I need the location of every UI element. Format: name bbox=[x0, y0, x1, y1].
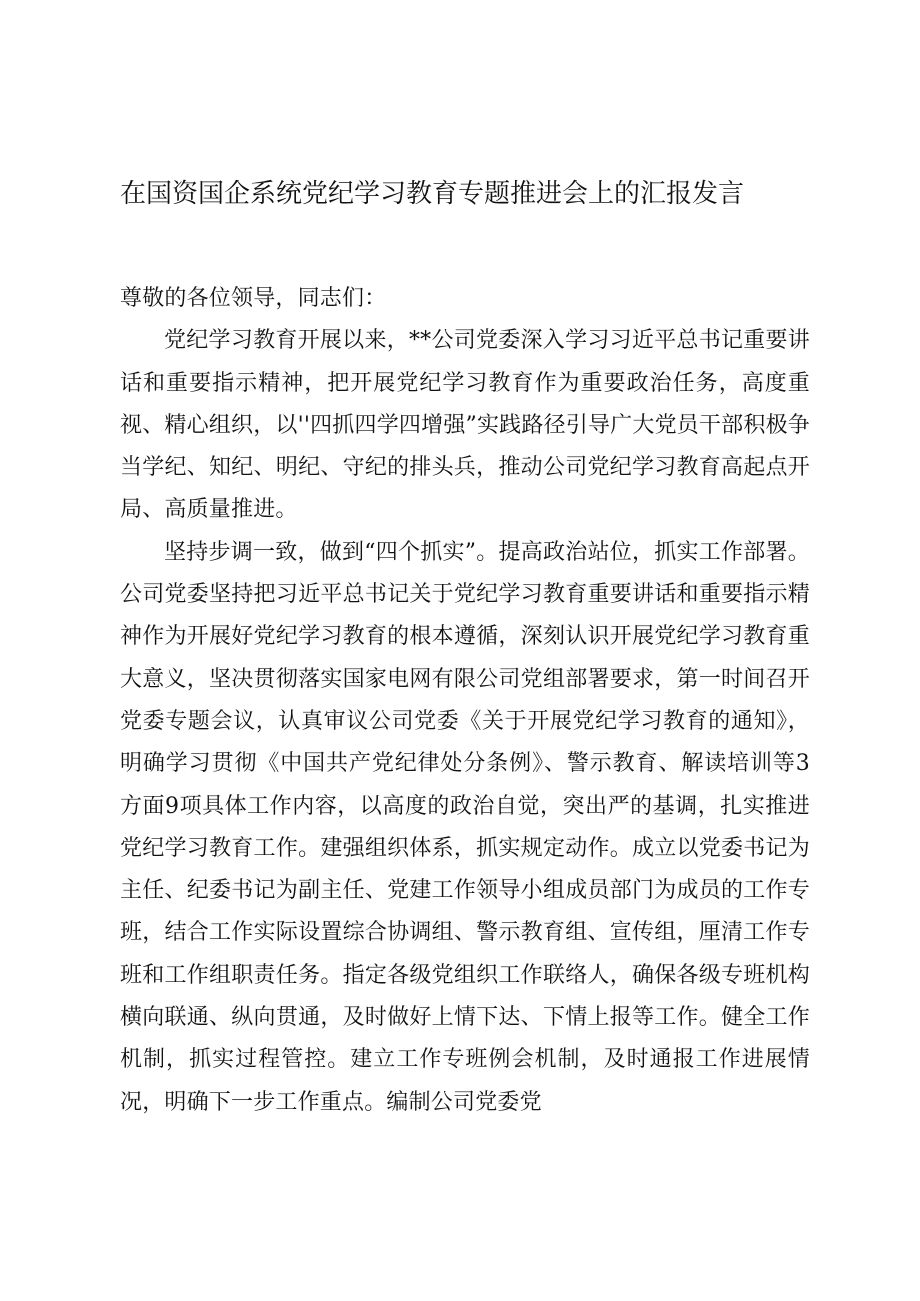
paragraph-1: 党纪学习教育开展以来，**公司党委深入学习习近平总书记重要讲话和重要指示精神，把开展党纪学习教育作为重要政治任务，高度重视、精心组织，以''四抓四学四增强”实践路径引导广大党员干部积极争当学纪、知纪、明纪、守纪的排头兵，推动公司党纪学习教育高起点开局、高质量推进。 bbox=[120, 328, 810, 523]
document-title: 在国资国企系统党纪学习教育专题推进会上的汇报发言 bbox=[120, 179, 745, 209]
document-body bbox=[120, 278, 810, 1124]
salutation: 尊敬的各位领导，同志们： bbox=[120, 286, 387, 311]
paragraph-2: 坚持步调一致，做到“四个抓实”。提高政治站位，抓实工作部署。公司党委坚持把习近平总书记关于党纪学习教育重要讲话和重要指示精神作为开展好党纪学习教育的根本遵循，深刻认识开展党纪学习教育重大意义，坚决贯彻落实国家电网有限公司党组部署要求，第一时间召开党委专题会议，认真审议公司党委《关于开展党纪学习教育的通知》，明确学习贯彻《中国共产党纪律处分条例》、警示教育、解读培训等3方面9项具体工作内容，以高度的政治自觉，突出严的基调，扎实推进党纪学习教育工作。建强组织体系，抓实规定动作。成立以党委书记为主任、纪委书记为副主任、党建工作领导小组成员部门为成员的工作专班，结合工作实际设置综合协调组、警示教育组、宣传组，厘清工作专班和工作组职责任务。指定各级党组织工作联络人，确保各级专班机构横向联通、纵向贯通，及时做好上情下达、下情上报等工作。健全工作机制，抓实过程管控。建立工作专班例会机制，及时通报工作进展情况，明确下一步工作重点。编制公司党委党 bbox=[120, 539, 810, 1115]
